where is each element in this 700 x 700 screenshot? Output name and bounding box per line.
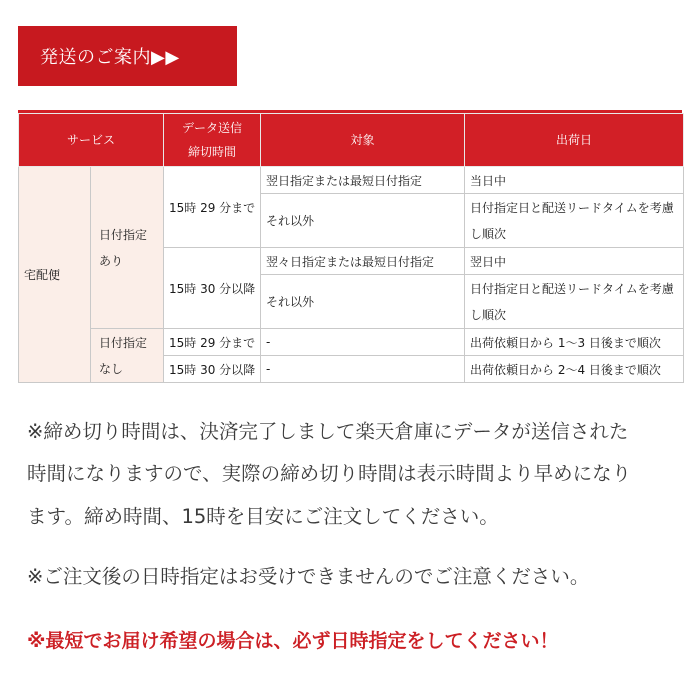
ship-date-cell: 出荷依頼日から 2～4 日後まで順次 <box>465 356 684 383</box>
header-cutoff-line2: 締切時間 <box>188 145 237 159</box>
date-change-note: ※ご注文後の日時指定はお受けできませんのでご注意ください。 <box>27 565 590 588</box>
shortest-delivery-warning: ※最短でお届け希望の場合は、必ず日時指定をしてください！ <box>27 630 559 652</box>
ship-date-cell: 出荷依頼日から 1～3 日後まで順次 <box>465 329 684 356</box>
target-cell: 翌々日指定または最短日付指定 <box>261 248 465 275</box>
target-cell: - <box>261 356 465 383</box>
ship-date-cell: 当日中 <box>465 167 684 194</box>
ship-date-cell: 日付指定日と配送リードタイムを考慮し順次 <box>465 194 684 248</box>
header-ship-date: 出荷日 <box>465 114 684 167</box>
cutoff-time: 15時 30 分以降 <box>164 356 261 383</box>
target-cell: それ以外 <box>261 194 465 248</box>
ship-date-cell: 翌日中 <box>465 248 684 275</box>
header-cutoff-line1: データ送信 <box>182 121 243 135</box>
date-designation-yes <box>91 167 164 329</box>
target-cell: 翌日指定または最短日付指定 <box>261 167 465 194</box>
date-designation-no <box>91 329 164 383</box>
shipping-schedule-table <box>18 113 684 383</box>
ship-date-cell: 日付指定日と配送リードタイムを考慮し順次 <box>465 275 684 329</box>
cutoff-time: 15時 29 分まで <box>164 167 261 248</box>
table-row <box>19 329 684 356</box>
table-row <box>19 167 684 194</box>
date-yes-line2: あり <box>99 253 124 268</box>
cutoff-note-line2: 時間になりますので、実際の締め切り時間は表示時間より早めになり <box>27 462 632 485</box>
cutoff-time: 15時 29 分まで <box>164 329 261 356</box>
cutoff-note-line3: ます。締め時間、15時を目安にご注文してください。 <box>27 505 499 528</box>
date-no-line2: なし <box>99 361 124 376</box>
cutoff-time: 15時 30 分以降 <box>164 248 261 329</box>
header-target: 対象 <box>261 114 465 167</box>
cutoff-note-line1: ※締め切り時間は、決済完了しまして楽天倉庫にデータが送信された <box>27 420 629 443</box>
target-cell: それ以外 <box>261 275 465 329</box>
date-yes-line1: 日付指定 <box>99 227 148 242</box>
shipping-info-banner <box>18 26 237 86</box>
header-service: サービス <box>19 114 164 167</box>
header-cutoff <box>164 114 261 167</box>
service-name: 宅配便 <box>19 167 91 383</box>
target-cell: - <box>261 329 465 356</box>
banner-title: 発送のご案内▶▶ <box>40 47 180 68</box>
date-no-line1: 日付指定 <box>99 335 148 350</box>
